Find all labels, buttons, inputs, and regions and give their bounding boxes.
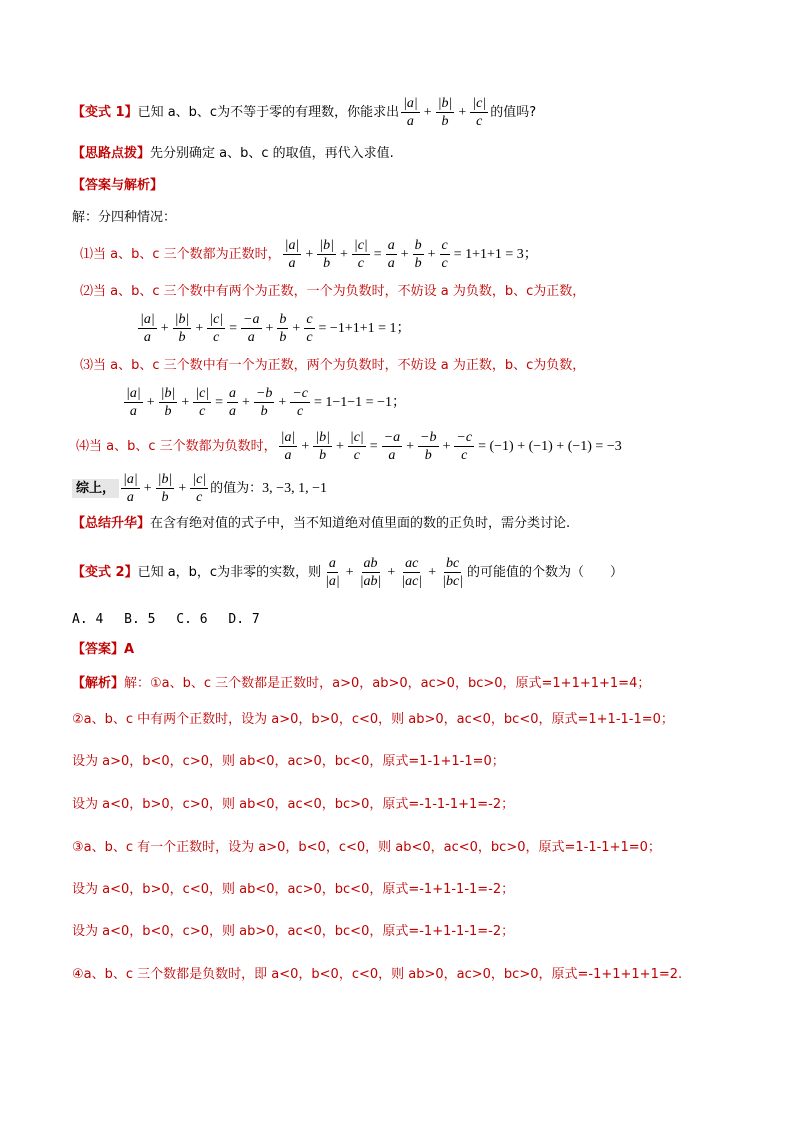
case3-text: ⑶当 a、b、c 三个数中有一个为正数，两个为负数时，不妨设 a 为正数，b、c为负数，	[80, 358, 586, 373]
variant1-tag: 【变式 1】	[72, 105, 138, 120]
options: A. 4 B. 5 C. 6 D. 7	[72, 612, 260, 627]
variant2-text: 已知 a，b，c为非零的实数，则	[137, 565, 322, 580]
analysis-line-7: 设为 a<0，b<0，c>0，则 ab>0，ac<0，bc<0，原式=-1+1-1-1=-2；	[72, 924, 515, 939]
variant1-text: 已知 a、b、c为不等于零的有理数，你能求出	[137, 105, 400, 120]
case2-text: ⑵当 a、b、c 三个数中有两个为正数，一个为负数时，不妨设 a 为负数，b、c为正数，	[80, 284, 586, 299]
hint-tag: 【思路点拨】	[72, 146, 151, 161]
analysis-line-1: 【解析】解：①a、b、c 三个数都是正数时，a>0，ab>0，ac>0，bc>0，原式=1+1+1+1=4；	[72, 676, 651, 691]
answer-value: A	[124, 642, 135, 657]
summary-values: 3, −3, 1, −1	[262, 480, 327, 496]
variant1-expression: $\frac{|a|}{a}$ + $\frac{|b|}{b}$ + $\frac{|c|}{c}$	[403, 96, 487, 129]
summary-label: 综上，	[72, 479, 119, 498]
variant2-expression: $\frac{a}{|a|}$ + $\frac{ab}{|ab|}$ + $\frac{ac}{|ac|}$ + $\frac{bc}{|bc|}$	[325, 556, 464, 589]
conclusion-text: 在含有绝对值的式子中，当不知道绝对值里面的数的正负时，需分类讨论.	[150, 516, 571, 531]
case1-line	[80, 238, 538, 271]
case4-expression: $\frac{|a|}{a}$ + $\frac{|b|}{b}$ + $\frac{|c|}{c}$ = $\frac{-a}{a}$ + $\frac{-b}{b}$ + $\frac{-c}{c}$ = (−1) + (−1) + (−1) = −3	[280, 430, 622, 463]
case3-expression: $\frac{|a|}{a}$ + $\frac{|b|}{b}$ + $\frac{|c|}{c}$ = $\frac{a}{a}$ + $\frac{-b}{b}$ + $\frac{-c}{c}$ = 1−1−1 = −1；	[126, 386, 406, 419]
analysis-line-2: ②a、b、c 中有两个正数时，设为 a>0，b>0，c<0，则 ab>0，ac<0，bc<0，原式=1+1-1-1=0；	[72, 712, 674, 727]
variant2-tag: 【变式 2】	[72, 565, 138, 580]
variant2-text-after: 的可能值的个数为（ ）	[467, 565, 624, 580]
analysis-line-5: ③a、b、c 有一个正数时，设为 a>0，b<0，c<0，则 ab<0，ac<0，bc>0，原式=1-1-1+1=0；	[72, 840, 661, 855]
analysis-line-6: 设为 a<0，b>0，c<0，则 ab<0，ac>0，bc<0，原式=-1+1-1-1=-2；	[72, 882, 515, 897]
variant1-text-after: 的值吗?	[490, 105, 537, 120]
case2-expression: $\frac{|a|}{a}$ + $\frac{|b|}{b}$ + $\frac{|c|}{c}$ = $\frac{-a}{a}$ + $\frac{b}{b}$ + $\frac{c}{c}$ = −1+1+1 = 1；	[140, 312, 411, 345]
hint-line	[72, 144, 394, 164]
case4-line	[76, 430, 622, 463]
conclusion-line	[72, 514, 570, 534]
analysis-line-4: 设为 a<0，b>0，c>0，则 ab<0，ac<0，bc>0，原式=-1-1-1+1=-2；	[72, 797, 515, 812]
answer-tag: 【答案】	[72, 642, 125, 657]
hint-text: 先分别确定 a、b、c 的取值，再代入求值.	[150, 146, 394, 161]
summary-line: 综上， $\frac{|a|}{a}$ + $\frac{|b|}{b}$ + $\frac{|c|}{c}$ 的值为：3, −3, 1, −1	[72, 472, 327, 505]
answer-line	[72, 640, 134, 660]
case4-text: ⑷当 a、b、c 三个数都为负数时，	[76, 439, 277, 454]
solution-intro: 解：分四种情况：	[72, 210, 177, 225]
variant2-line	[72, 556, 623, 589]
answer-header: 【答案与解析】	[72, 178, 164, 193]
analysis-line-8: ④a、b、c 三个数都是负数时，即 a<0，b<0，c<0，则 ab>0，ac>0，bc>0，原式=-1+1+1+1=2.	[72, 967, 683, 982]
variant1-line	[72, 96, 536, 129]
case1-text: ⑴当 a、b、c 三个数都为正数时，	[80, 247, 281, 262]
conclusion-tag: 【总结升华】	[72, 516, 151, 531]
case1-expression: $\frac{|a|}{a}$ + $\frac{|b|}{b}$ + $\frac{|c|}{c}$ = $\frac{a}{a}$ + $\frac{b}{b}$ + $\frac{c}{c}$ = 1+1+1 = 3；	[284, 238, 538, 271]
analysis-tag: 【解析】	[72, 676, 125, 691]
analysis-line-3: 设为 a>0，b<0，c>0，则 ab<0，ac>0，bc<0，原式=1-1+1-1=0；	[72, 754, 505, 769]
summary-text: 的值为：	[210, 481, 263, 496]
